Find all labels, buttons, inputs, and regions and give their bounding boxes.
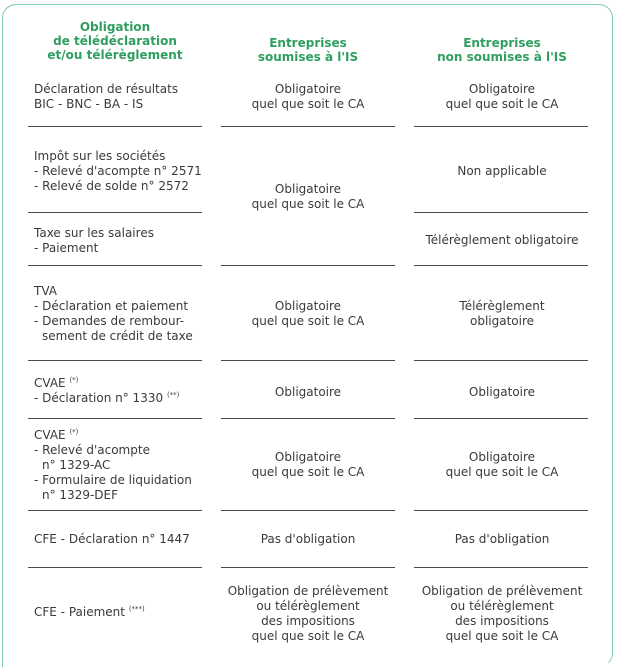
row-divider xyxy=(28,567,202,568)
label-text: CVAE xyxy=(34,428,66,442)
value-line: Obligatoire xyxy=(468,385,536,399)
footnote-marker: (***) xyxy=(128,605,145,613)
label-line: - Déclaration et paiement xyxy=(34,299,189,313)
row-divider xyxy=(221,567,395,568)
label-line: - Formulaire de liquidation xyxy=(34,473,192,487)
cell-non-is-cfe-declaration xyxy=(414,532,590,547)
row-divider xyxy=(221,360,395,361)
value-line: ou télérèglement xyxy=(256,599,360,613)
label-line: Déclaration de résultats xyxy=(34,82,179,96)
row-divider xyxy=(414,360,588,361)
cell-is-cfe-declaration xyxy=(220,532,396,547)
value-line: Non applicable xyxy=(457,164,547,178)
header-obligation-line: Obligation xyxy=(79,20,151,34)
label-line: TVA xyxy=(34,284,57,298)
header-obligation-line: de télédéclaration xyxy=(53,34,177,48)
value-line: quel que soit le CA xyxy=(445,97,559,111)
value-line: des impositions xyxy=(455,614,549,628)
value-line: Obligatoire xyxy=(274,182,342,196)
table-frame-left-edge xyxy=(2,4,16,667)
value-line: des impositions xyxy=(261,614,355,628)
label-text: CFE - Paiement xyxy=(34,605,125,619)
cell-non-is-cvae-acompte xyxy=(414,450,590,480)
value-line: ou télérèglement xyxy=(450,599,554,613)
value-line: quel que soit le CA xyxy=(251,629,365,643)
cell-is-cvae-declaration xyxy=(220,385,396,400)
row-label-cfe-paiement xyxy=(34,605,214,620)
label-line: - Paiement xyxy=(34,241,99,255)
label-line: CFE - Déclaration n° 1447 xyxy=(34,532,190,546)
row-divider xyxy=(28,360,202,361)
row-divider xyxy=(221,126,395,127)
row-divider xyxy=(414,567,588,568)
header-soumises-line: Entreprises xyxy=(269,36,347,50)
value-line: quel que soit le CA xyxy=(251,314,365,328)
label-line: n° 1329-DEF xyxy=(42,488,119,502)
cell-is-merged-impot-taxe xyxy=(220,182,396,212)
header-obligation-line: et/ou télérèglement xyxy=(47,48,183,62)
row-label-impot-societes xyxy=(34,149,214,194)
value-line: quel que soit le CA xyxy=(251,197,365,211)
value-line: Télérèglement xyxy=(459,299,545,313)
label-line: n° 1329-AC xyxy=(42,458,111,472)
row-divider xyxy=(28,265,202,266)
value-line: Pas d'obligation xyxy=(454,532,550,546)
label-line: - Relevé d'acompte n° 2571 xyxy=(34,164,202,178)
value-line: Obligatoire xyxy=(274,450,342,464)
row-label-cfe-declaration xyxy=(34,532,214,547)
row-divider xyxy=(221,418,395,419)
value-line: Obligatoire xyxy=(274,299,342,313)
row-label-declaration-resultats xyxy=(34,82,214,112)
row-divider xyxy=(28,126,202,127)
label-line xyxy=(34,376,214,391)
label-line: - Relevé d'acompte xyxy=(34,443,150,457)
header-non-soumises-line: Entreprises xyxy=(463,36,541,50)
label-line xyxy=(34,391,214,406)
value-line: quel que soit le CA xyxy=(445,629,559,643)
header-soumises-line: soumises à l'IS xyxy=(257,50,359,64)
value-line: obligatoire xyxy=(469,314,535,328)
label-line: BIC - BNC - BA - IS xyxy=(34,97,144,111)
value-line: Obligation de prélèvement xyxy=(421,584,583,598)
label-line: Taxe sur les salaires xyxy=(34,226,154,240)
row-divider xyxy=(28,212,202,213)
label-text: CVAE xyxy=(34,376,66,390)
label-line: - Relevé de solde n° 2572 xyxy=(34,179,189,193)
cell-is-tva xyxy=(220,299,396,329)
footnote-marker: (**) xyxy=(166,391,180,399)
cell-non-is-impot-societes xyxy=(414,164,590,179)
label-text: - Déclaration n° 1330 xyxy=(34,391,164,405)
label-line: - Demandes de rembour- xyxy=(34,314,185,328)
row-divider xyxy=(221,265,395,266)
value-line: Obligatoire xyxy=(468,82,536,96)
row-label-cvae-acompte xyxy=(34,428,214,503)
value-line: quel que soit le CA xyxy=(251,97,365,111)
label-line: sement de crédit de taxe xyxy=(42,329,193,343)
cell-non-is-tva xyxy=(414,299,590,329)
row-divider xyxy=(28,418,202,419)
cell-is-cvae-acompte xyxy=(220,450,396,480)
cell-non-is-cvae-declaration xyxy=(414,385,590,400)
cell-non-is-cfe-paiement xyxy=(414,584,590,644)
row-label-taxe-salaires xyxy=(34,226,214,256)
value-line: Obligatoire xyxy=(468,450,536,464)
value-line: Obligation de prélèvement xyxy=(227,584,389,598)
row-label-cvae-declaration xyxy=(34,376,214,406)
row-divider xyxy=(414,126,588,127)
value-line: quel que soit le CA xyxy=(445,465,559,479)
row-divider xyxy=(414,265,588,266)
label-line: Impôt sur les sociétés xyxy=(34,149,166,163)
label-line xyxy=(34,605,214,620)
label-line xyxy=(34,428,214,443)
row-divider xyxy=(28,510,202,511)
value-line: Télérèglement obligatoire xyxy=(425,233,579,247)
header-obligation xyxy=(30,20,200,62)
header-soumises-is xyxy=(220,36,396,64)
row-divider xyxy=(414,212,588,213)
footnote-marker: (*) xyxy=(69,376,79,384)
value-line: Pas d'obligation xyxy=(260,532,356,546)
value-line: Obligatoire xyxy=(274,385,342,399)
cell-non-is-taxe-salaires xyxy=(414,233,590,248)
cell-is-declaration-resultats xyxy=(220,82,396,112)
header-non-soumises-is xyxy=(414,36,590,64)
value-line: quel que soit le CA xyxy=(251,465,365,479)
footnote-marker: (*) xyxy=(69,428,79,436)
row-label-tva xyxy=(34,284,214,344)
row-divider xyxy=(414,510,588,511)
cell-is-cfe-paiement xyxy=(220,584,396,644)
row-divider xyxy=(221,510,395,511)
cell-non-is-declaration-resultats xyxy=(414,82,590,112)
row-divider xyxy=(414,418,588,419)
value-line: Obligatoire xyxy=(274,82,342,96)
header-non-soumises-line: non soumises à l'IS xyxy=(437,50,567,64)
